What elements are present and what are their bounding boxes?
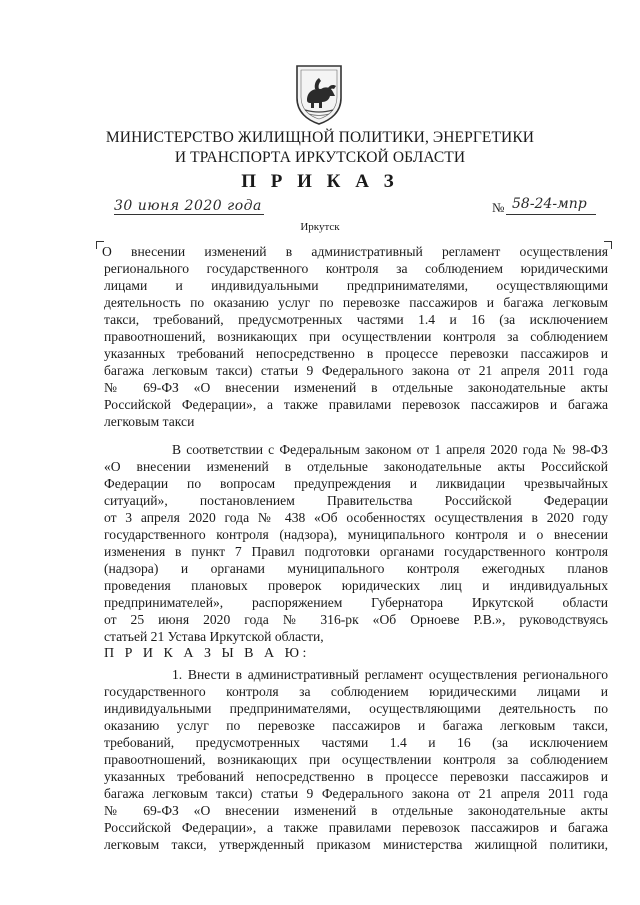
subject-line: регионального государственного контроля за соблюдением юридическими: [104, 261, 608, 276]
item-line: багажа легковым такси) статьи 9 Федерального закона от 21 апреля 2011 года: [104, 786, 608, 801]
subject-line: багажа легковым такси) статьи 9 Федерального закона от 21 апреля 2011 года: [104, 363, 608, 378]
city-name: Иркутск: [300, 221, 340, 233]
subject-line: № 69-ФЗ «О внесении изменений в отдельные законодательные акты: [104, 380, 608, 395]
item-line: Российской Федерации», а также правилами перевозок пассажиров и багажа: [104, 820, 608, 835]
preamble-line: Федерации по вопросам предупреждения и ликвидации чрезвычайных: [104, 476, 608, 491]
subject-line: деятельность по оказанию услуг по перевозке пассажиров и багажа легковым: [104, 295, 608, 310]
order-word: П Р И К А З Ы В А Ю:: [104, 646, 310, 661]
item-line: государственного контроля за соблюдением юридическими лицами и: [104, 684, 608, 699]
order-date-handwritten: 30 июня 2020 года: [114, 198, 262, 214]
document-title: П Р И К А З: [241, 171, 399, 192]
preamble-line: проведения плановых проверок юридических лиц и индивидуальных: [104, 578, 608, 593]
preamble-line: изменения в пункт 7 Правил подготовки органами государственного контроля: [104, 544, 608, 559]
preamble-line: В соответствии с Федеральным законом от 1 апреля 2020 года № 98-ФЗ: [172, 442, 608, 457]
irkutsk-coat-of-arms-icon: [293, 62, 345, 126]
item-line: 1. Внести в административный регламент осуществления регионального: [172, 667, 608, 682]
order-number-handwritten: 58-24-мпр: [512, 196, 587, 212]
number-underline: [506, 214, 596, 215]
item-line: индивидуальными предпринимателями, осуществляющими деятельность по: [104, 701, 608, 716]
item-line: требований, предусмотренных частями 1.4 и 16 (за исключением: [104, 735, 608, 750]
subject-line: указанных требований непосредственно в процессе перевозки пассажиров и: [104, 346, 608, 361]
preamble-line: от 25 июня 2020 года № 316-рк «Об Орноеве Р.В.», руководствуясь: [104, 612, 608, 627]
item-line: указанных требований непосредственно в процессе перевозки пассажиров и: [104, 769, 608, 784]
preamble-line: предпринимателей», распоряжением Губернатора Иркутской области: [104, 595, 608, 610]
subject-line: легковым такси: [104, 414, 195, 429]
item-line: правоотношений, возникающих при осуществлении контроля за соблюдением: [104, 752, 608, 767]
subject-line: правоотношений, возникающих при осуществлении контроля за соблюдением: [104, 329, 608, 344]
preamble-line: от 3 апреля 2020 года № 438 «Об особенностях осуществления в 2020 году: [104, 510, 608, 525]
ministry-name-line2: И ТРАНСПОРТА ИРКУТСКОЙ ОБЛАСТИ: [174, 149, 466, 166]
subject-line: Российской Федерации», а также правилами перевозок пассажиров и багажа: [104, 397, 608, 412]
date-underline: [114, 214, 264, 215]
order-number-label: №: [492, 200, 505, 215]
preamble-line: государственного контроля (надзора), муниципального контроля и о внесении: [104, 527, 608, 542]
item-line: легковым такси, утвержденный приказом министерства жилищной политики,: [104, 837, 608, 852]
subject-line: О внесении изменений в административный регламент осуществления: [102, 244, 608, 259]
preamble-line: ситуаций», постановлением Правительства Российской Федерации: [104, 493, 608, 508]
preamble-line: статьей 21 Устава Иркутской области,: [104, 629, 324, 644]
ministry-name-line1: МИНИСТЕРСТВО ЖИЛИЩНОЙ ПОЛИТИКИ, ЭНЕРГЕТИКИ: [105, 129, 535, 146]
item-line: № 69-ФЗ «О внесении изменений в отдельные законодательные акты: [104, 803, 608, 818]
preamble-line: «О внесении изменений в отдельные законодательные акты Российской: [104, 459, 608, 474]
item-line: оказанию услуг по перевозке пассажиров и багажа легковым такси,: [104, 718, 608, 733]
preamble-line: (надзора) и органами муниципального контроля ежегодных планов: [104, 561, 608, 576]
subject-line: лицами и индивидуальными предпринимателями, осуществляющими: [104, 278, 608, 293]
subject-line: такси, требований, предусмотренных частями 1.4 и 16 (за исключением: [104, 312, 608, 327]
